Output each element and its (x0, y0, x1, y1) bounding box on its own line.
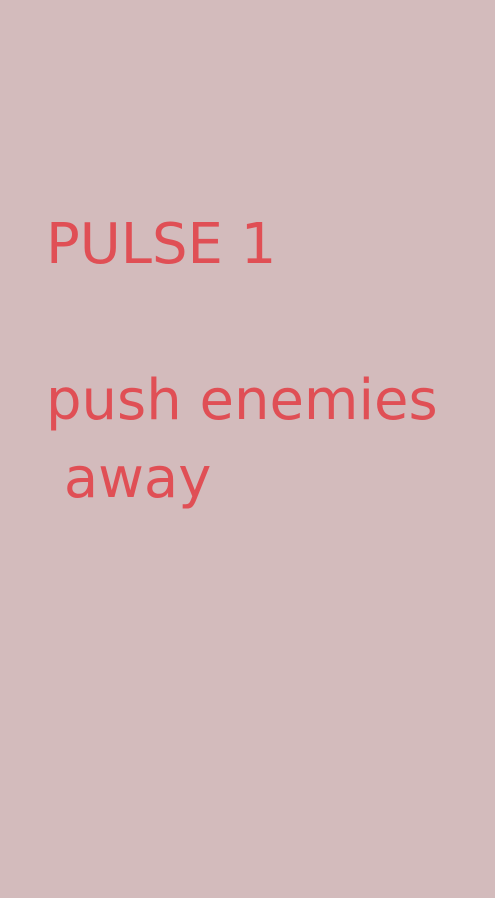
ability-description: push enemies away (46, 368, 438, 511)
ability-title: PULSE 1 (46, 212, 277, 277)
